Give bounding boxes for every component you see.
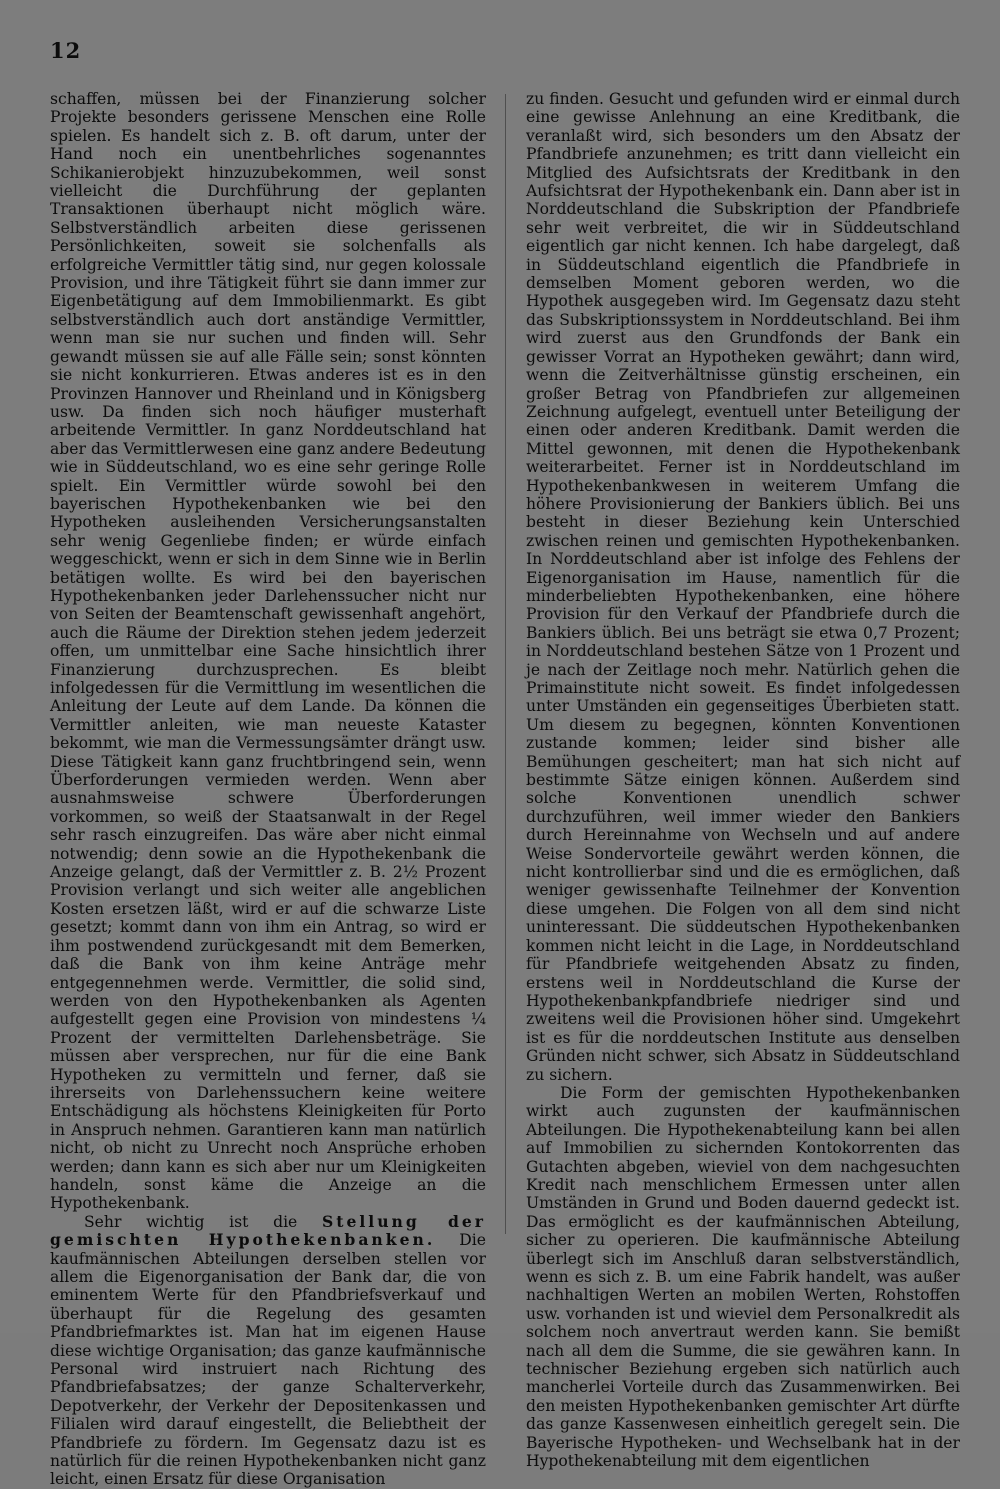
right-paragraph-1: zu finden. Gesucht und gefunden wird er einmal durch eine gewisse Anlehnung an eine Kreditbank, die veranlaßt wird, sich besonders um den Absatz der Pfandbriefe anzunehmen; es tritt dann vielleicht ein Mitglied des Aufsichtsrats der Kreditbank in den Aufsichtsrat der Hypothekenbank ein. Dann aber ist in Norddeutschland die Subskription der Pfandbriefe sehr weit verbreitet, die wir in Süddeutschland eigentlich gar nicht kennen. Ich habe dargelegt, daß in Süddeutschland eigentlich die Pfandbriefe in demselben Moment geboren werden, wo die Hypothek ausgegeben wird. Im Gegensatz dazu steht das Subskriptionssystem in Norddeutschland. Bei ihm wird zuerst aus den Grundfonds der Bank ein gewisser Vorrat an Hypotheken gewährt; dann wird, wenn die Zeitverhältnisse günstig erscheinen, ein großer Betrag von Pfandbriefen zur allgemeinen Zeichnung aufgelegt, eventuell unter Beteiligung der einen oder anderen Kreditbank. Damit werden die Mittel gewonnen, mit denen die Hypothekenbank weiterarbeitet. Ferner ist in Norddeutschland im Hypothekenbankwesen in weiterem Umfang die höhere Provisionierung der Bankiers üblich. Bei uns besteht in dieser Beziehung kein Unterschied zwischen reinen und gemischten Hypothekenbanken. In Norddeutschland aber ist infolge des Fehlens der Eigenorganisation im Hause, namentlich für die minderbeliebten Hypothekenbanken, eine höhere Provision für den Verkauf der Pfandbriefe durch die Bankiers üblich. Bei uns beträgt sie etwa 0,7 Prozent; in Norddeutschland bestehen Sätze von 1 Prozent und je nach der Zeitlage noch mehr. Natürlich gehen die Primainstitute nicht soweit. Es findet infolgedessen unter Umständen ein gegenseitiges Überbieten statt. Um diesem zu begegnen, könnten Konventionen zustande kommen; leider sind bisher alle Bemühungen gescheitert; man hat sich nicht auf bestimmte Sätze einigen können. Außerdem sind solche Konventionen unendlich schwer durchzuführen, weil immer wieder den Bankiers durch Hereinnahme von Wechseln und auf andere Weise Sondervorteile gewährt werden können, die nicht kontrollierbar sind und die es ermöglichen, daß weniger gewissenhafte Teilnehmer der Konvention diese umgehen. Die Folgen von all dem sind nicht uninteressant. Die süddeutschen Hypothekenbanken kommen nicht leicht in die Lage, in Norddeutschland für Pfandbriefe weitgehenden Absatz zu finden, erstens weil in Norddeutschland die Kurse der Hypothekenbankpfandbriefe niedriger sind und zweitens weil die Provisionen höher sind. Umgekehrt ist es für die norddeutschen Institute aus denselben Gründen nicht schwer, sich Absatz in Süddeutschland zu sichern. <box>526 90 960 1084</box>
left-paragraph-2 <box>50 1213 486 1489</box>
page-number: 12 <box>50 38 82 63</box>
left-paragraph-1: schaffen, müssen bei der Finanzierung solcher Projekte besonders gerissene Menschen eine Rolle spielen. Es handelt sich z. B. oft darum, unter der Hand noch ein unentbehrliches sogenanntes Schikanierobjekt hinzuzubekommen, weil sonst vielleicht die Durchführung der geplanten Transaktionen überhaupt nicht möglich wäre. Selbstverständlich arbeiten diese gerissenen Persönlichkeiten, soweit sie solchenfalls als erfolgreiche Vermittler tätig sind, nur gegen kolossale Provision, und ihre Tätigkeit führt sie dann immer zur Eigenbetätigung auf dem Immobilienmarkt. Es gibt selbstverständlich auch dort anständige Vermittler, wenn man sie nur suchen und finden will. Sehr gewandt müssen sie auf alle Fälle sein; sonst könnten sie nicht konkurrieren. Etwas anderes ist es in den Provinzen Hannover und Rheinland und in Königsberg usw. Da finden sich noch häufiger musterhaft arbeitende Vermittler. In ganz Norddeutschland hat aber das Vermittlerwesen eine ganz andere Bedeutung wie in Süddeutschland, wo es eine sehr geringe Rolle spielt. Ein Vermittler würde sowohl bei den bayerischen Hypothekenbanken wie bei den Hypotheken ausleihenden Versicherungsanstalten sehr wenig Gegenliebe finden; er würde einfach weggeschickt, wenn er sich in dem Sinne wie in Berlin betätigen wollte. Es wird bei den bayerischen Hypothekenbanken jeder Darlehenssucher nicht nur von Seiten der Beamtenschaft gewissenhaft angehört, auch die Räume der Direktion stehen jedem jederzeit offen, um unmittelbar eine Sache hinsichtlich ihrer Finanzierung durchzusprechen. Es bleibt infolgedessen für die Vermittlung im wesentlichen die Anleitung der Leute auf dem Lande. Da können die Vermittler anleiten, wie man neueste Kataster bekommt, wie man die Vermessungsämter drängt usw. Diese Tätigkeit kann ganz fruchtbringend sein, wenn Überforderungen vermieden werden. Wenn aber ausnahmsweise schwere Überforderungen vorkommen, so weiß der Staatsanwalt in der Regel sehr rasch einzugreifen. Das wäre aber nicht einmal notwendig; denn sowie an die Hypothekenbank die Anzeige gelangt, daß der Vermittler z. B. 2½ Prozent Provision verlangt und sich weiter alle angeblichen Kosten ersetzen läßt, wird er auf die schwarze Liste gesetzt; kommt dann von ihm ein Antrag, so wird er ihm postwendend zurückgesandt mit dem Bemerken, daß die Bank von ihm keine Anträge mehr entgegennehmen werde. Vermittler, die solid sind, werden von den Hypothekenbanken als Agenten aufgestellt gegen eine Provision von mindestens ¼ Prozent der vermittelten Darlehensbeträge. Sie müssen aber versprechen, nur für die eine Bank Hypotheken zu vermitteln und ferner, daß sie ihrerseits von Darlehenssuchern keine weitere Entschädigung als höchstens Kleinigkeiten für Porto in Anspruch nehmen. Garantieren kann man natürlich nicht, ob nicht zu Unrecht noch Ansprüche erhoben werden; dann kann es sich aber nur um Kleinigkeiten handeln, sonst käme die Anzeige an die Hypothekenbank. <box>50 90 486 1213</box>
section-heading-spaced: Stellung der gemischten Hypothekenbanken. <box>50 1211 486 1250</box>
right-column <box>526 90 960 1470</box>
left-paragraph-2-rest: Die kaufmännischen Abteilungen derselben stellen vor allem die Eigenorganisation der Bank dar, die von eminentem Werte für den Pfandbriefsverkauf und überhaupt für die Regelung des gesamten Pfandbriefmarktes ist. Man hat im eigenen Hause diese wichtige Organisation; das ganze kaufmännische Personal wird instruiert nach Richtung des Pfandbriefabsatzes; der ganze Schalterverkehr, Depotverkehr, der Verkehr der Depositenkassen und Filialen wird darauf eingestellt, die Beliebtheit der Pfandbriefe zu fördern. Im Gegensatz dazu ist es natürlich für die reinen Hypothekenbanken nicht ganz leicht, einen Ersatz für diese Organisation <box>50 1231 486 1489</box>
left-paragraph-2-lead: Sehr wichtig ist die <box>84 1212 322 1231</box>
right-paragraph-2: Die Form der gemischten Hypothekenbanken wirkt auch zugunsten der kaufmännischen Abteilungen. Die Hypothekenabteilung kann bei allen auf Immobilien zu sichernden Kontokorrenten das Gutachten abgeben, wieviel von dem nachgesuchten Kredit nach menschlichem Ermessen unter allen Umständen in Grund und Boden dauernd gedeckt ist. Das ermöglicht es der kaufmännischen Abteilung, sicher zu operieren. Die kaufmännische Abteilung überlegt sich im Anschluß daran selbstverständlich, wenn es sich z. B. um eine Fabrik handelt, was außer nachhaltigen Werten an mobilen Werten, Rohstoffen usw. vorhanden ist und wieviel dem Personalkredit als solchem noch anvertraut werden kann. Sie bemißt nach all dem die Summe, die sie gewähren kann. In technischer Beziehung ergeben sich natürlich auch mancherlei Vorteile durch das Zusammenwirken. Bei den meisten Hypothekenbanken gemischter Art dürfte das ganze Kassenwesen einheitlich geregelt sein. Die Bayerische Hypotheken- und Wechselbank hat in der Hypothekenabteilung mit dem eigentlichen <box>526 1083 960 1471</box>
column-divider <box>505 94 506 1234</box>
left-column <box>50 90 486 1489</box>
